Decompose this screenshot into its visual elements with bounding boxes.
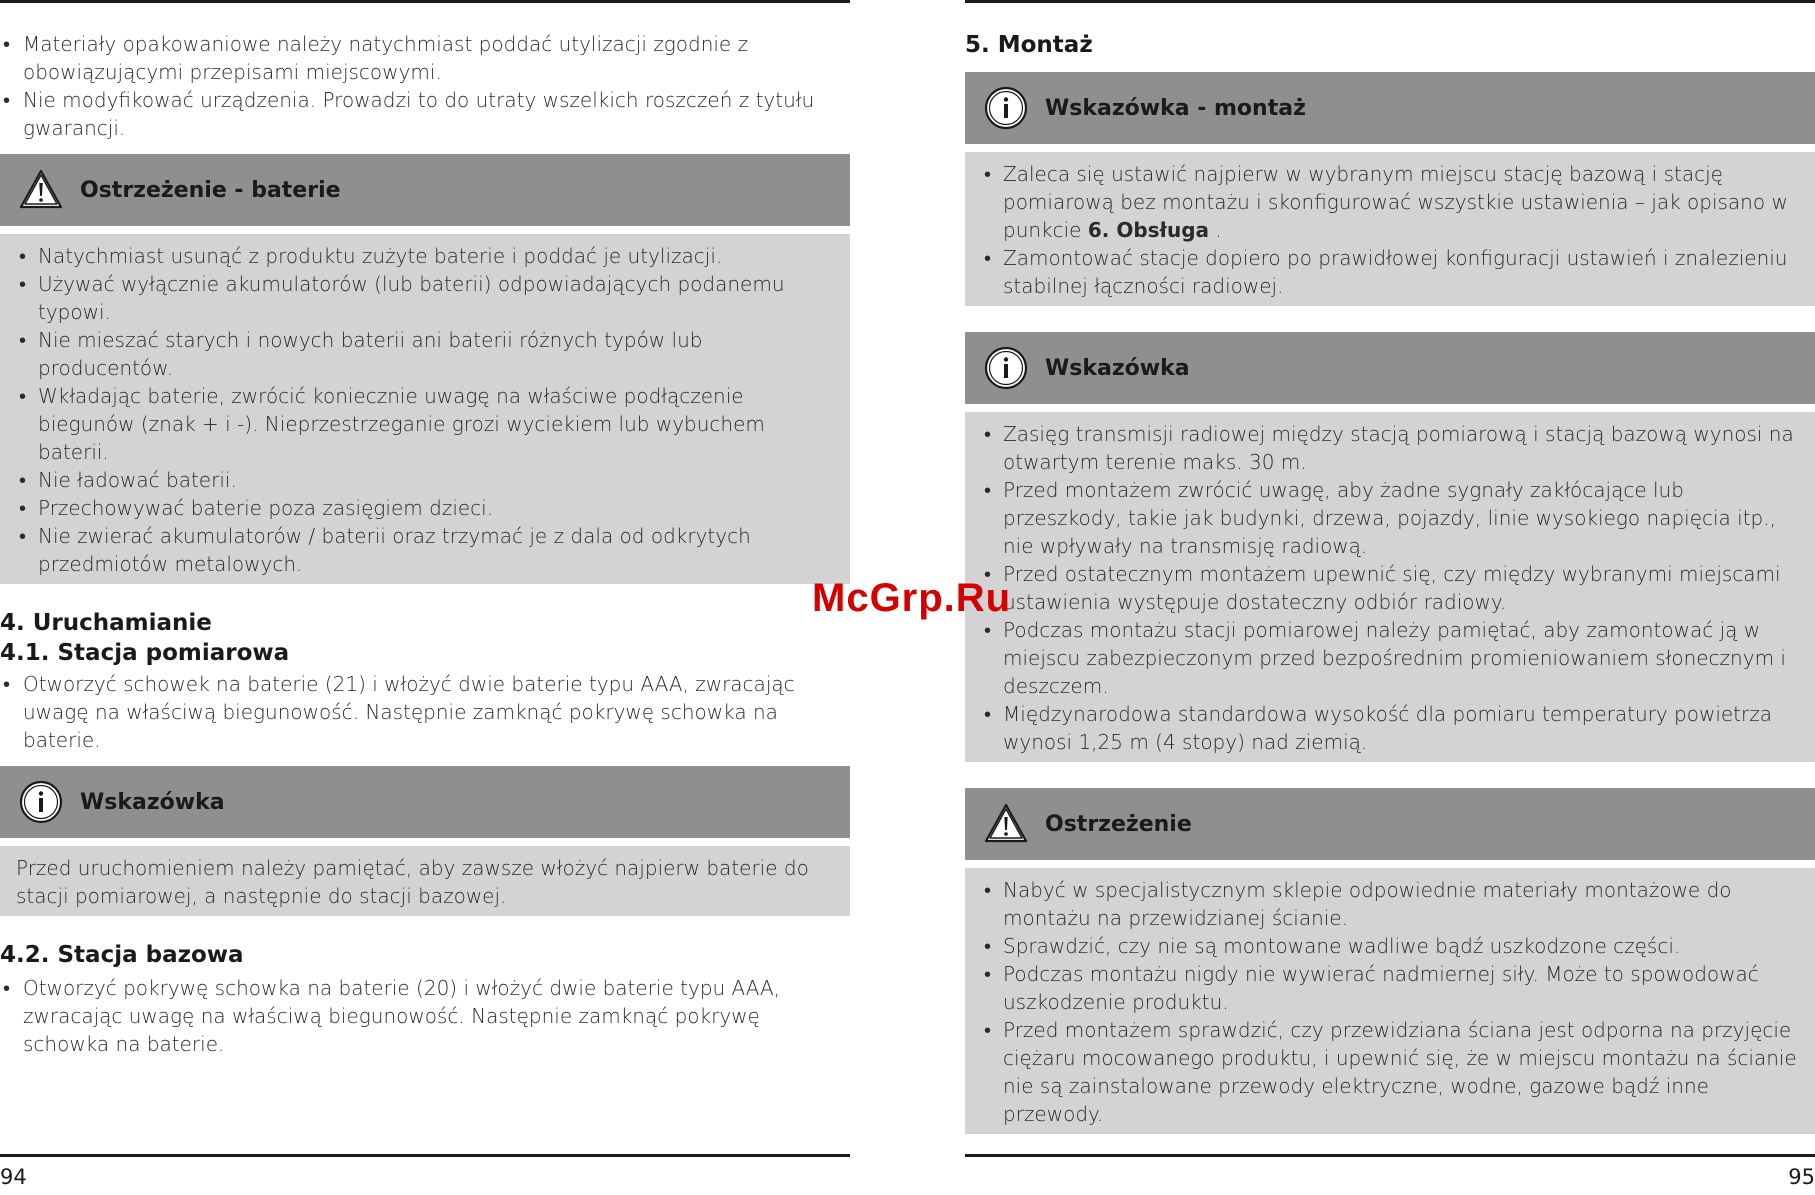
- list-item: • Sprawdzić, czy nie są montowane wadliwe bądź uszkodzone części.: [981, 932, 1803, 960]
- bottom-rule: [965, 1154, 1815, 1157]
- list-item: • Natychmiast usunąć z produktu zużyte baterie i poddać je utylizacji.: [16, 242, 838, 270]
- list-item: • Nie zwierać akumulatorów / baterii oraz trzymać je z dala od odkrytych przedmiotów metalowych.: [16, 522, 838, 578]
- range-hint-title: Wskazówka: [1045, 355, 1190, 381]
- mount-hint-header: [965, 72, 1815, 144]
- start-hint-title: Wskazówka: [80, 789, 225, 815]
- section-4-2-list: [0, 974, 850, 1058]
- left-page: [0, 0, 850, 1195]
- start-hint-text: Przed uruchomieniem należy pamiętać, aby zawsze włożyć najpierw baterie do stacji pomiarowej, a następnie do stacji bazowej.: [16, 856, 809, 908]
- section-5-heading: 5. Montaż: [965, 32, 1093, 58]
- list-item: • Międzynarodowa standardowa wysokość dla pomiaru temperatury powietrza wynosi 1,25 m (4 stopy) nad ziemią.: [981, 700, 1803, 756]
- mount-warning-header: [965, 788, 1815, 860]
- page-number: 95: [1788, 1165, 1815, 1189]
- list-item: • Podczas montażu stacji pomiarowej należy pamiętać, aby zamontować ją w miejscu zabezpieczonym przed bezpośrednim promieniowaniem słonecznym i deszczem.: [981, 616, 1803, 700]
- list-item: • Przed montażem zwrócić uwagę, aby żadne sygnały zakłócające lub przeszkody, takie jak budynki, drzewa, pojazdy, linie wysokiego napięcia itp., nie wpływały na transmisję radiową.: [981, 476, 1803, 560]
- list-item: • Przechowywać baterie poza zasięgiem dzieci.: [16, 494, 838, 522]
- list-item: • Podczas montażu nigdy nie wywierać nadmiernej siły. Może to spowodować uszkodzenie produktu.: [981, 960, 1803, 1016]
- list-item: • Używać wyłącznie akumulatorów (lub baterii) odpowiadających podanemu typowi.: [16, 270, 838, 326]
- page-number: 94: [0, 1165, 27, 1189]
- list-item: • Nie modyfikować urządzenia. Prowadzi to do utraty wszelkich roszczeń z tytułu gwarancji.: [0, 86, 850, 142]
- list-item: • Nabyć w specjalistycznym sklepie odpowiednie materiały montażowe do montażu na przewidzianej ścianie.: [981, 876, 1803, 932]
- section-reference: 6. Obsługa: [1087, 218, 1210, 242]
- start-hint-header: [0, 766, 850, 838]
- list-item: • Nie ładować baterii.: [16, 466, 838, 494]
- list-item: • Przed ostatecznym montażem upewnić się, czy między wybranymi miejscami ustawienia występuje dostateczny odbiór radiowy.: [981, 560, 1803, 616]
- top-rule: [0, 0, 850, 3]
- list-item: • Nie mieszać starych i nowych baterii ani baterii różnych typów lub producentów.: [16, 326, 838, 382]
- range-hint-body: [965, 412, 1815, 762]
- start-hint-box: [0, 766, 850, 916]
- info-icon: [983, 345, 1029, 391]
- list-item: [981, 160, 1803, 244]
- battery-warning-body: [0, 234, 850, 584]
- range-hint-box: [965, 332, 1815, 762]
- section-4-1-list: [0, 670, 850, 754]
- mount-warning-body: [965, 868, 1815, 1134]
- list-item: • Otworzyć schowek na baterie (21) i włożyć dwie baterie typu AAA, zwracając uwagę na właściwą biegunowość. Następnie zamknąć pokrywę schowka na baterie.: [0, 670, 850, 754]
- battery-warning-header: [0, 154, 850, 226]
- mount-hint-body: [965, 152, 1815, 306]
- list-item-end: .: [1209, 218, 1222, 242]
- battery-warning-title: Ostrzeżenie - baterie: [80, 177, 341, 203]
- mount-hint-box: [965, 72, 1815, 306]
- list-item: • Materiały opakowaniowe należy natychmiast poddać utylizacji zgodnie z obowiązującymi przepisami miejscowymi.: [0, 30, 850, 86]
- list-item: • Wkładając baterie, zwrócić koniecznie uwagę na właściwe podłączenie biegunów (znak + i -). Nieprzestrzeganie grozi wyciekiem lub wybuchem baterii.: [16, 382, 838, 466]
- list-item: • Zamontować stacje dopiero po prawidłowej konfiguracji ustawień i znalezieniu stabilnej łączności radiowej.: [981, 244, 1803, 300]
- warning-triangle-icon: [18, 167, 64, 213]
- mount-warning-title: Ostrzeżenie: [1045, 811, 1192, 837]
- info-icon: [983, 85, 1029, 131]
- list-item: • Przed montażem sprawdzić, czy przewidziana ściana jest odporna na przyjęcie ciężaru mocowanego produktu, i upewnić się, że w miejscu montażu na ścianie nie są zainstalowane przewody elektryczne, wodne, gazowe bądź inne przewody.: [981, 1016, 1803, 1128]
- battery-warning-box: [0, 154, 850, 584]
- range-hint-header: [965, 332, 1815, 404]
- section-4-heading: 4. Uruchamianie: [0, 610, 212, 636]
- list-item-text: Zaleca się ustawić najpierw w wybranym miejscu stację bazową i stację pomiarową bez montażu i skonfigurować wszystkie ustawienia – jak opisano w punkcie: [1003, 162, 1788, 242]
- section-4-1-heading: 4.1. Stacja pomiarowa: [0, 640, 290, 666]
- mount-warning-box: [965, 788, 1815, 1134]
- bottom-rule: [0, 1154, 850, 1157]
- start-hint-body: [0, 846, 850, 916]
- mount-hint-title: Wskazówka - montaż: [1045, 95, 1306, 121]
- warning-triangle-icon: [983, 801, 1029, 847]
- watermark: McGrp.Ru: [812, 576, 1012, 620]
- top-rule: [965, 0, 1815, 3]
- section-4-2-heading: 4.2. Stacja bazowa: [0, 942, 244, 968]
- right-page: [965, 0, 1815, 1195]
- list-item: • Otworzyć pokrywę schowka na baterie (20) i włożyć dwie baterie typu AAA, zwracając uwagę na właściwą biegunowość. Następnie zamknąć pokrywę schowka na baterie.: [0, 974, 850, 1058]
- list-item: • Zasięg transmisji radiowej między stacją pomiarową i stacją bazową wynosi na otwartym terenie maks. 30 m.: [981, 420, 1803, 476]
- info-icon: [18, 779, 64, 825]
- intro-list: [0, 30, 850, 142]
